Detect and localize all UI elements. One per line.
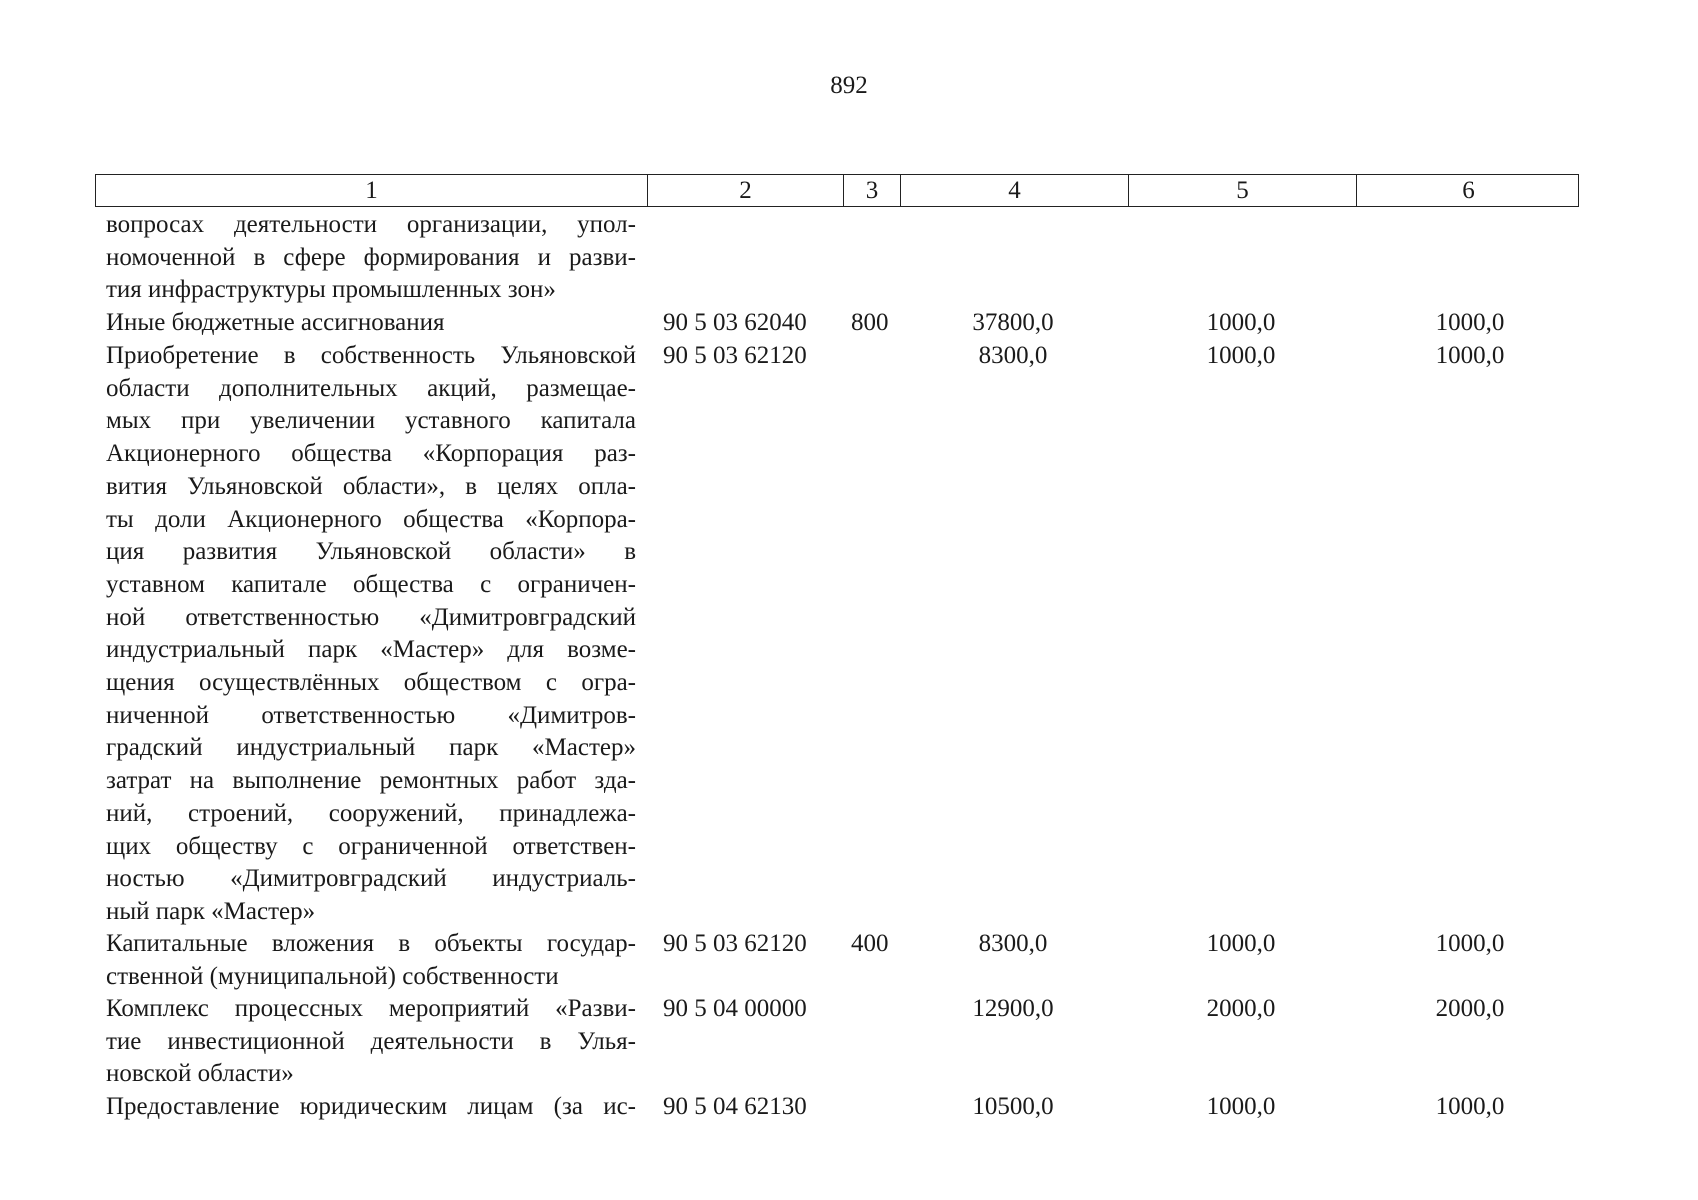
- name-line: Предоставление юридическим лицам (за ис-: [106, 1093, 636, 1120]
- row-value-6: 1000,0: [1435, 930, 1505, 957]
- name-line: индустриальный парк «Мастер» для возме-: [106, 636, 636, 664]
- row-name: [106, 307, 636, 340]
- row-code: 90 5 04 62130: [663, 1093, 807, 1120]
- row-value-5: 2000,0: [1206, 995, 1276, 1022]
- row-type: 800: [851, 309, 889, 336]
- name-line: вопросах деятельности организации, упол-: [106, 211, 636, 238]
- name-line: ниченной ответственностью «Димитров-: [106, 701, 636, 729]
- row-value-4: 8300,0: [978, 930, 1048, 957]
- row-code: 90 5 03 62120: [663, 342, 807, 369]
- name-line: Акционерного общества «Корпорация раз-: [106, 440, 636, 468]
- row-code: 90 5 04 00000: [663, 995, 807, 1022]
- row-value-4: 12900,0: [972, 995, 1054, 1022]
- name-line: ты доли Акционерного общества «Корпора-: [106, 505, 636, 533]
- name-line: затрат на выполнение ремонтных работ зда-: [106, 767, 636, 795]
- header-cell-3: 3: [843, 175, 900, 206]
- name-line: уставном капитале общества с ограничен-: [106, 570, 636, 598]
- name-line: градский индустриальный парк «Мастер»: [106, 734, 636, 762]
- header-cell-1: 1: [365, 177, 378, 204]
- header-cell-2: 2: [647, 175, 843, 206]
- name-line: ный парк «Мастер»: [106, 897, 316, 925]
- name-line: Иные бюджетные ассигнования: [106, 309, 445, 336]
- row-name: [106, 340, 636, 929]
- row-code: 90 5 03 62120: [663, 930, 807, 957]
- name-line: ственной (муниципальной) собственности: [106, 962, 559, 990]
- name-line: щения осуществлённых обществом с огра-: [106, 669, 636, 697]
- row-value-4: 10500,0: [972, 1093, 1054, 1120]
- name-line: вития Ульяновской области», в целях опла-: [106, 472, 636, 500]
- row-value-5: 1000,0: [1206, 930, 1276, 957]
- row-value-6: 1000,0: [1435, 309, 1505, 336]
- name-line: щих обществу с ограниченной ответствен-: [106, 832, 636, 860]
- name-line: номоченной в сфере формирования и разви-: [106, 243, 636, 271]
- name-line: Комплекс процессных мероприятий «Разви-: [106, 995, 636, 1022]
- table-header: [95, 174, 1579, 207]
- header-cell-4: 4: [900, 175, 1128, 206]
- name-line: ностью «Димитровградский индустриаль-: [106, 865, 636, 893]
- row-code: 90 5 03 62040: [663, 309, 807, 336]
- row-value-4: 8300,0: [978, 342, 1048, 369]
- row-value-4: 37800,0: [972, 309, 1054, 336]
- page-number: 892: [830, 72, 868, 99]
- row-name: [106, 928, 636, 993]
- name-line: Капитальные вложения в объекты государ-: [106, 930, 636, 957]
- row-value-6: 2000,0: [1435, 995, 1505, 1022]
- name-line: тия инфраструктуры промышленных зон»: [106, 276, 556, 304]
- name-line: тие инвестиционной деятельности в Улья-: [106, 1027, 636, 1055]
- row-name: [106, 1091, 636, 1124]
- name-line: области дополнительных акций, размещае-: [106, 374, 636, 402]
- row-value-5: 1000,0: [1206, 1093, 1276, 1120]
- row-value-6: 1000,0: [1435, 1093, 1505, 1120]
- row-value-5: 1000,0: [1206, 342, 1276, 369]
- name-line: мых при увеличении уставного капитала: [106, 407, 636, 435]
- name-line: Приобретение в собственность Ульяновской: [106, 342, 636, 369]
- row-value-6: 1000,0: [1435, 342, 1505, 369]
- row-type: 400: [851, 930, 889, 957]
- row-value-5: 1000,0: [1206, 309, 1276, 336]
- header-cell-5: 5: [1128, 175, 1356, 206]
- row-name: [106, 993, 636, 1091]
- name-line: ция развития Ульяновской области» в: [106, 538, 636, 566]
- row-name: [106, 209, 636, 307]
- name-line: новской области»: [106, 1060, 294, 1088]
- name-line: ной ответственностью «Димитровградский: [106, 603, 636, 631]
- header-cell-6: 6: [1356, 175, 1580, 206]
- name-line: ний, строений, сооружений, принадлежа-: [106, 799, 636, 827]
